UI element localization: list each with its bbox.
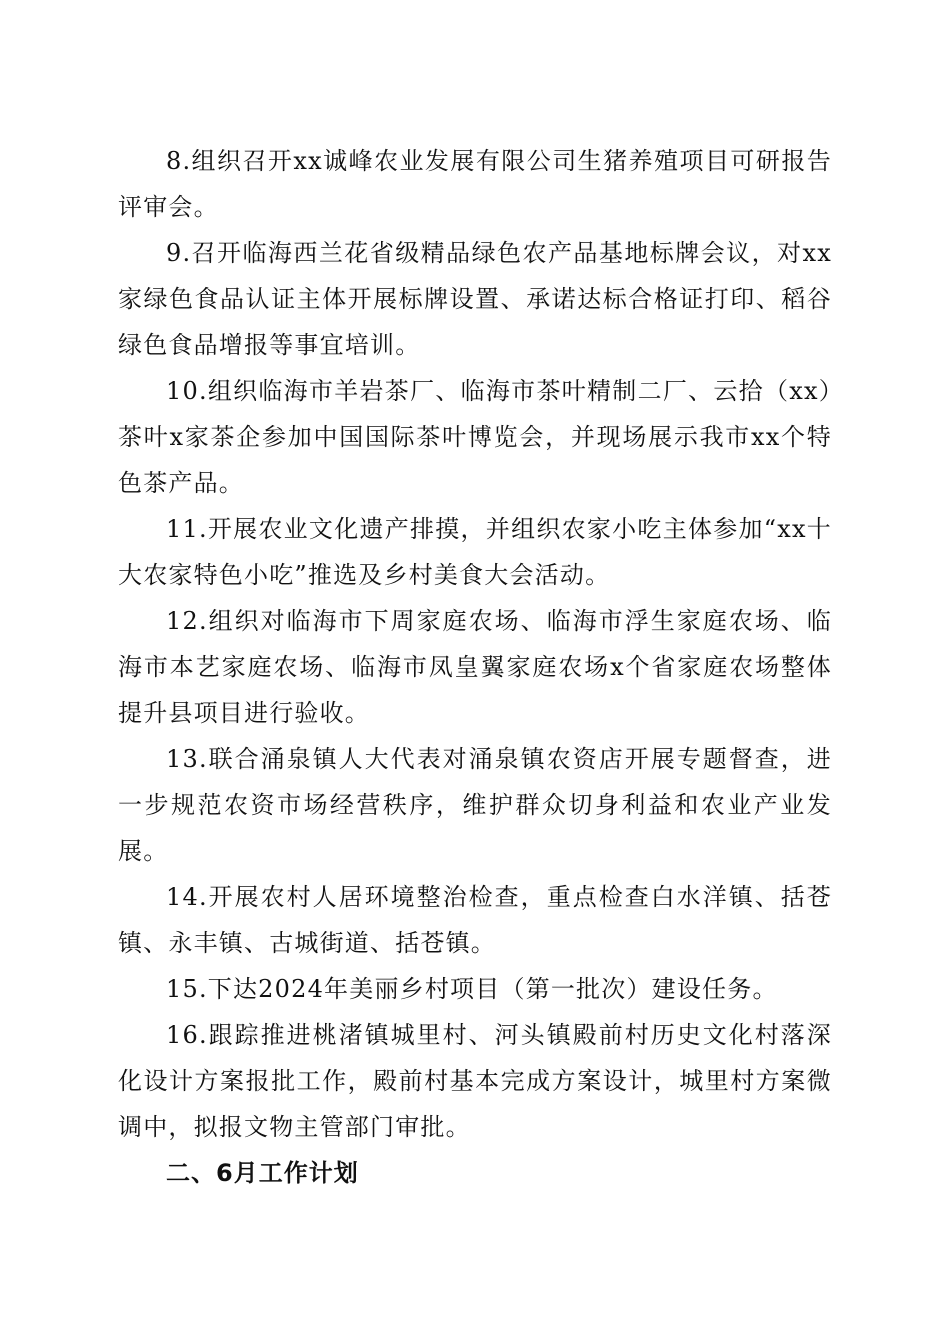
paragraph-item-14: 14.开展农村人居环境整治检查，重点检查白水洋镇、括苍镇、永丰镇、古城街道、括苍镇。 [118,883,832,957]
section-heading: 二、6月工作计划 [166,1159,359,1187]
paragraph-item-11: 11.开展农业文化遗产排摸，并组织农家小吃主体参加“xx十大农家特色小吃”推选及乡村美食大会活动。 [118,515,832,589]
paragraph-item-13: 13.联合涌泉镇人大代表对涌泉镇农资店开展专题督查，进一步规范农资市场经营秩序，维护群众切身利益和农业产业发展。 [118,745,832,865]
paragraph-item-12: 12.组织对临海市下周家庭农场、临海市浮生家庭农场、临海市本艺家庭农场、临海市凤皇翼家庭农场x个省家庭农场整体提升县项目进行验收。 [118,607,832,727]
paragraph-item-10: 10.组织临海市羊岩茶厂、临海市茶叶精制二厂、云拾（xx）茶叶x家茶企参加中国国际茶叶博览会，并现场展示我市xx个特色茶产品。 [118,377,832,497]
paragraph-item-8: 8.组织召开xx诚峰农业发展有限公司生猪养殖项目可研报告评审会。 [118,147,832,221]
paragraph-item-15: 15.下达2024年美丽乡村项目（第一批次）建设任务。 [166,975,778,1003]
paragraph-item-9: 9.召开临海西兰花省级精品绿色农产品基地标牌会议，对xx家绿色食品认证主体开展标牌设置、承诺达标合格证打印、稻谷绿色食品增报等事宜培训。 [118,239,832,359]
paragraph-item-16: 16.跟踪推进桃渚镇城里村、河头镇殿前村历史文化村落深化设计方案报批工作，殿前村基本完成方案设计，城里村方案微调中，拟报文物主管部门审批。 [118,1021,832,1141]
